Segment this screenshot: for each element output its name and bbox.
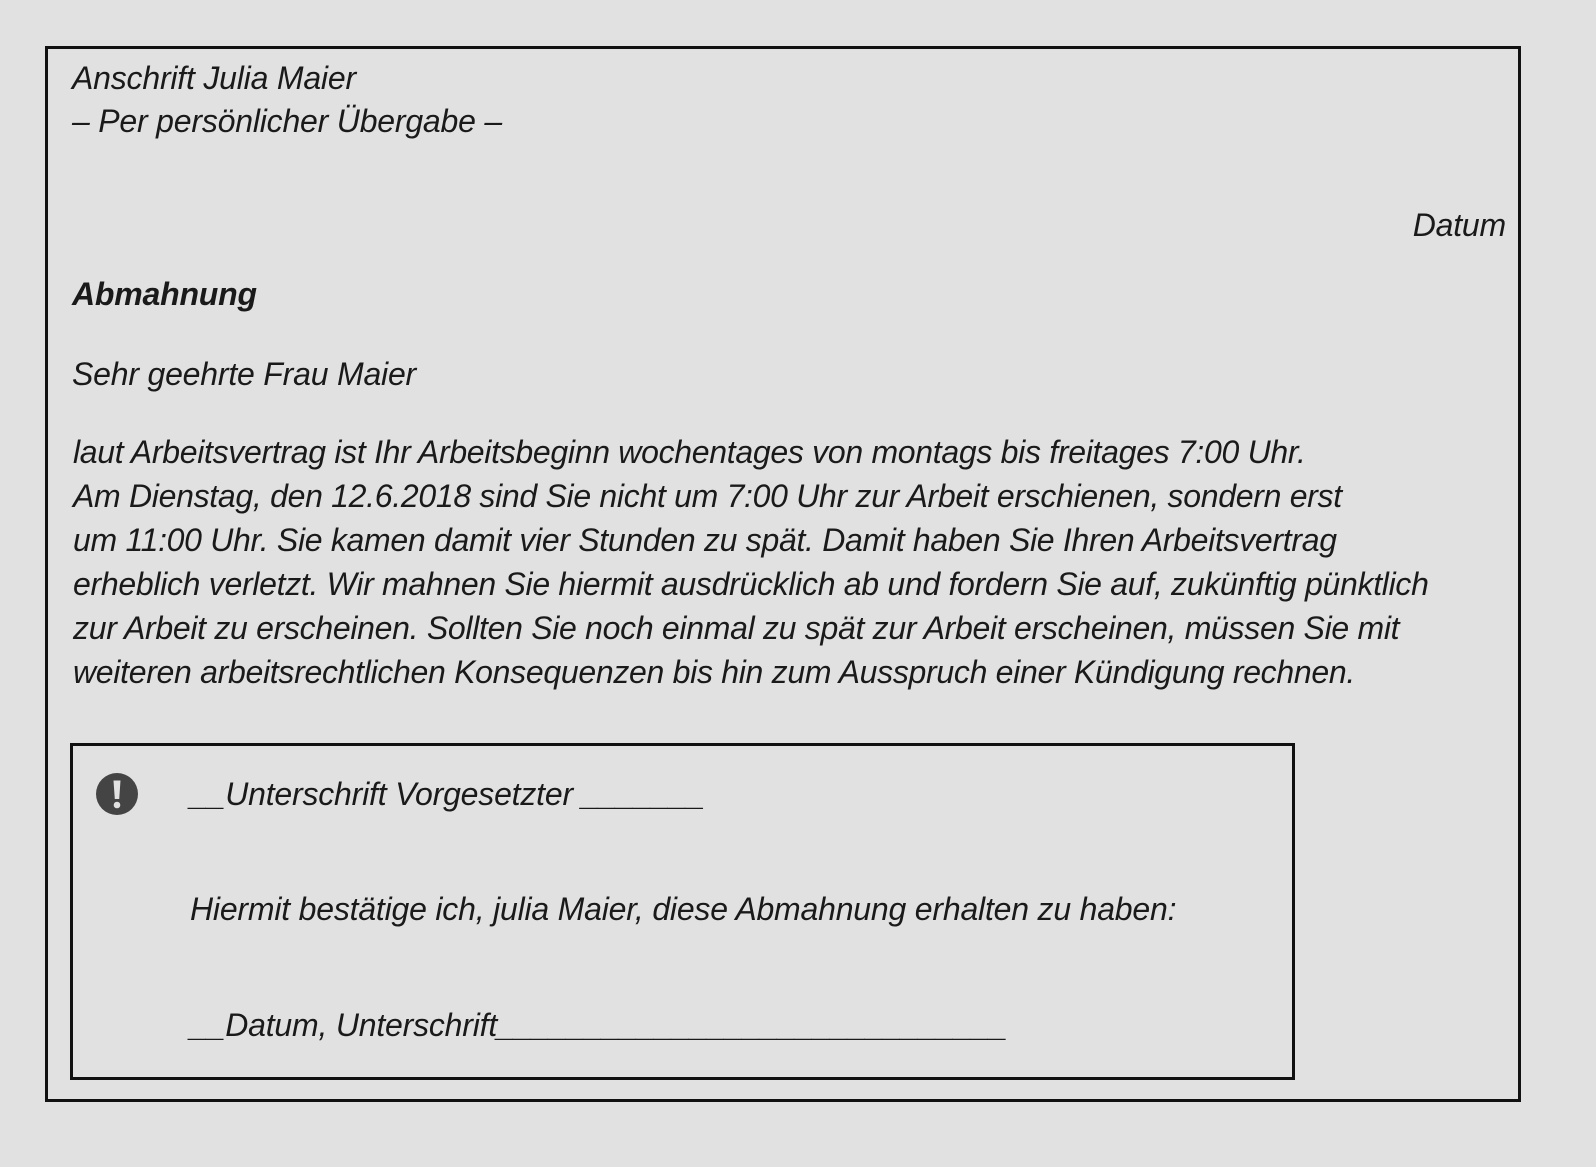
- salutation: Sehr geehrte Frau Maier: [72, 356, 417, 392]
- body-line: um 11:00 Uhr. Sie kamen damit vier Stunden zu spät. Damit haben Sie Ihren Arbeitsvertrag: [73, 522, 1337, 558]
- body-line: laut Arbeitsvertrag ist Ihr Arbeitsbeginn wochentages von montags bis freitages 7:00 Uhr.: [73, 434, 1306, 470]
- letter-subject: Abmahnung: [72, 276, 257, 312]
- exclamation-icon: [95, 772, 139, 816]
- delivery-note: – Per persönlicher Übergabe –: [72, 103, 503, 139]
- body-line: weiteren arbeitsrechtlichen Konsequenzen bis hin zum Ausspruch einer Kündigung rechnen.: [73, 654, 1355, 690]
- recipient-address: Anschrift Julia Maier: [72, 60, 356, 96]
- date-label: Datum: [1412, 207, 1506, 243]
- body-line: erheblich verletzt. Wir mahnen Sie hiermit ausdrücklich ab und fordern Sie auf, zukünftig pünktlich: [73, 566, 1429, 602]
- employee-signature-line: __Datum, Unterschrift_____________________________: [190, 1007, 1008, 1043]
- supervisor-signature-line: __Unterschrift Vorgesetzter _______: [190, 776, 705, 812]
- body-line: Am Dienstag, den 12.6.2018 sind Sie nicht um 7:00 Uhr zur Arbeit erschienen, sondern erst: [73, 478, 1342, 514]
- body-line: zur Arbeit zu erscheinen. Sollten Sie noch einmal zu spät zur Arbeit erscheinen, müssen Sie mit: [73, 610, 1400, 646]
- receipt-confirmation-text: Hiermit bestätige ich, julia Maier, diese Abmahnung erhalten zu haben:: [190, 891, 1177, 927]
